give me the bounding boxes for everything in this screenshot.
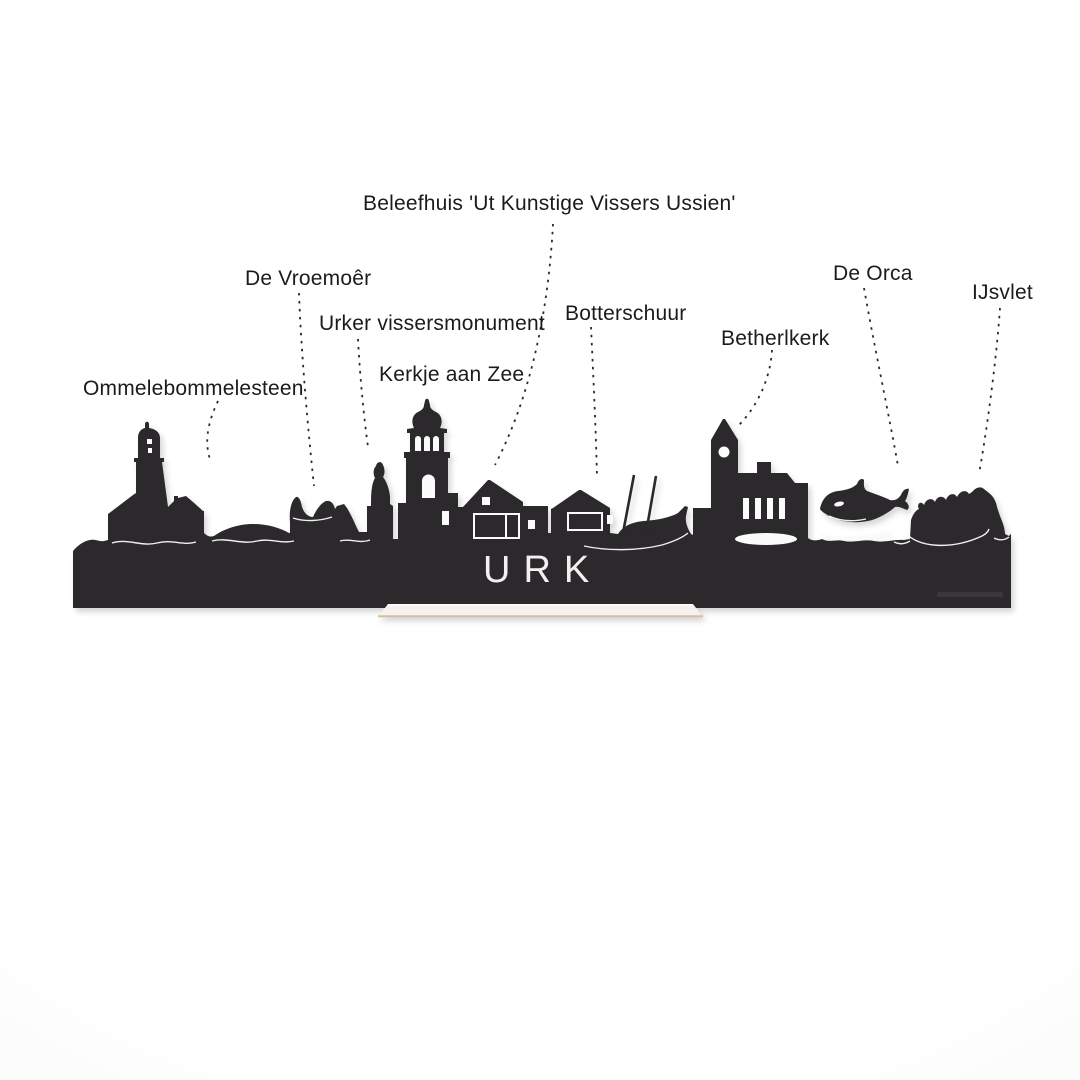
belfry-arch bbox=[415, 436, 421, 451]
lighthouse-window bbox=[148, 448, 152, 453]
lighthouse-window bbox=[147, 439, 152, 444]
label-ijsvlet: IJsvlet bbox=[972, 281, 1033, 304]
tower-small-window bbox=[442, 511, 449, 525]
label-kerkje-aan-zee: Kerkje aan Zee bbox=[379, 363, 525, 386]
church-pond-cutout bbox=[735, 533, 797, 545]
church-window-bar bbox=[767, 498, 773, 519]
label-betherlkerk: Betherlkerk bbox=[721, 327, 830, 350]
label-de-vroemoer: De Vroemoêr bbox=[245, 267, 372, 290]
city-name-cutout: URK bbox=[483, 549, 603, 591]
botterschuur-window bbox=[607, 515, 613, 524]
orca-icon bbox=[820, 479, 909, 522]
label-urker-vissersmonument: Urker vissersmonument bbox=[319, 312, 545, 335]
barn-side-window bbox=[528, 520, 535, 529]
skyline-silhouette bbox=[72, 390, 1013, 622]
belfry-arch bbox=[424, 436, 430, 451]
label-de-orca: De Orca bbox=[833, 262, 913, 285]
stand-base bbox=[378, 604, 703, 617]
label-beleefhuis: Beleefhuis 'Ut Kunstige Vissers Ussien' bbox=[363, 192, 736, 215]
church-window-bar bbox=[755, 498, 761, 519]
belfry-arch bbox=[433, 436, 439, 451]
water-line bbox=[820, 531, 890, 537]
label-ommelebommelesteen: Ommelebommelesteen bbox=[83, 377, 304, 400]
church-clock bbox=[719, 447, 730, 458]
label-botterschuur: Botterschuur bbox=[565, 302, 687, 325]
church-window-bar bbox=[743, 498, 749, 519]
tower-arch-window bbox=[422, 475, 435, 499]
barn-gable-window bbox=[482, 497, 490, 505]
church-window-bar bbox=[779, 498, 785, 519]
watermark bbox=[937, 592, 1003, 597]
